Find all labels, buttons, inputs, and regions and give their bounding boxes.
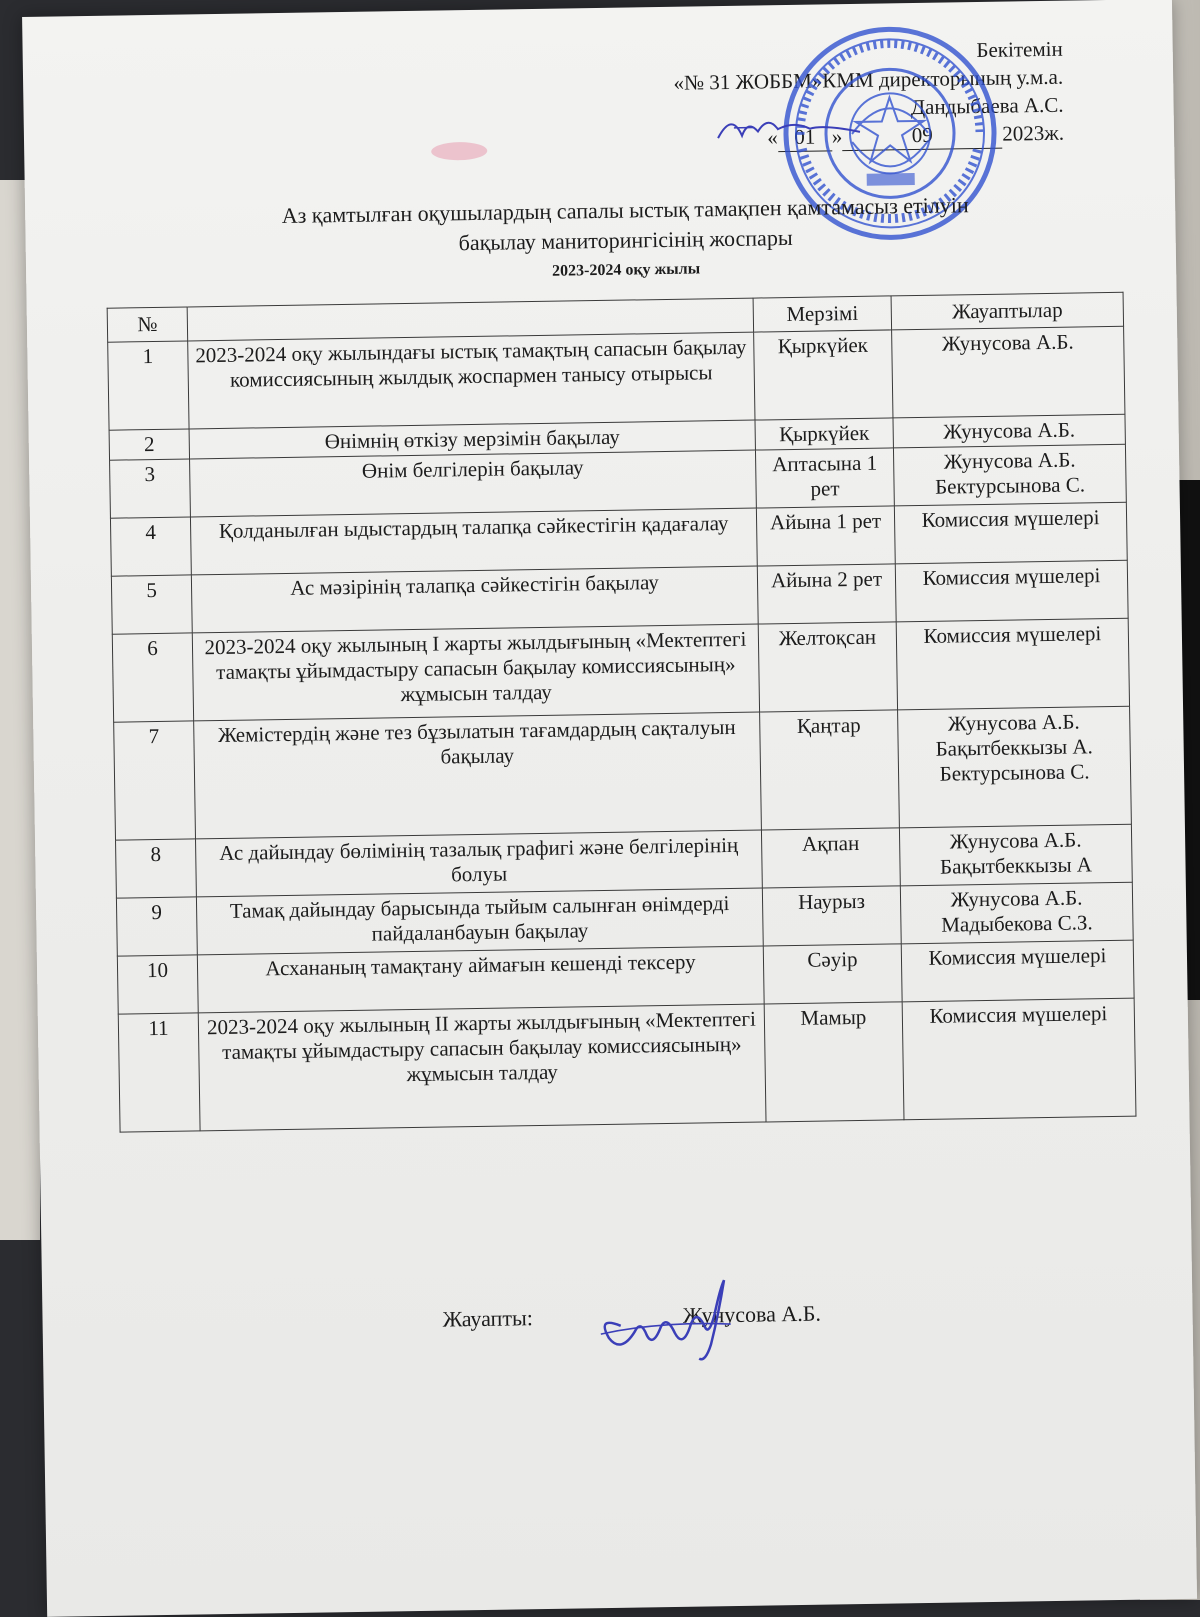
document-title <box>175 189 1076 263</box>
row-responsible: Комиссия мүшелері <box>896 618 1129 710</box>
row-activity: Өнім белгілерін бақылау <box>190 450 757 517</box>
row-responsible: Комиссия мүшелері <box>901 940 1134 1002</box>
title-line-1: Аз қамтылған оқушылардың сапалы ыстық тамақпен қамтамасыз етілуін <box>281 192 969 228</box>
date-close-quote: » <box>831 124 843 149</box>
row-number: 9 <box>116 897 197 956</box>
approval-line-3: Дандыбаева А.С. <box>910 92 1064 120</box>
row-responsible: Жунусова А.Б. Бақытбеккызы А <box>899 824 1132 886</box>
row-responsible: Жунусова А.Б. <box>892 326 1125 418</box>
row-responsible: Комиссия мүшелері <box>902 998 1136 1120</box>
row-term: Наурыз <box>762 886 901 946</box>
row-term: Айына 2 рет <box>757 564 896 624</box>
row-term: Желтоқсан <box>758 622 897 712</box>
row-responsible: Комиссия мүшелері <box>895 560 1128 622</box>
table-row <box>114 706 1132 840</box>
table-row <box>112 618 1129 722</box>
row-term: Айына 1 рет <box>756 506 895 566</box>
date-open-quote: « <box>767 125 778 150</box>
row-number: 4 <box>110 517 191 576</box>
document-page <box>22 0 1197 1617</box>
row-number: 3 <box>110 459 191 518</box>
row-term: Сәуір <box>763 944 902 1004</box>
row-number: 6 <box>112 633 193 722</box>
row-term: Мамыр <box>764 1002 904 1122</box>
row-activity: Қолданылған ыдыстардың талапқа сәйкестігін қадағалау <box>190 508 757 575</box>
table-row <box>118 998 1136 1132</box>
title-line-2: бақылау маниторингісінің жоспары <box>458 224 793 256</box>
director-signature-icon <box>714 106 865 148</box>
row-responsible: Жунусова А.Б. Мадыбекова С.З. <box>900 882 1133 944</box>
row-responsible: Жунусова А.Б. Бақытбеккызы А. Бектурсынова С. <box>898 706 1132 828</box>
row-activity: Жемістердің және тез бұзылатын тағамдардың сақталуын бақылау <box>194 712 762 839</box>
row-term: Қыркүйек <box>754 330 893 420</box>
row-activity: Ас мәзірінің талапқа сәйкестігін бақылау <box>191 566 758 633</box>
header-number: № <box>107 307 188 342</box>
header-term: Мерзімі <box>753 296 892 332</box>
date-month: 09 <box>842 120 1002 152</box>
row-term: Аптасына 1 рет <box>755 448 894 508</box>
row-number: 5 <box>111 575 192 634</box>
approval-line-2: «№ 31 ЖОББМ»КММ директорының у.м.а. <box>673 64 1064 95</box>
row-activity: Өнімнің өткізу мерзімін бақылау <box>189 420 755 459</box>
row-term: Ақпан <box>761 828 900 888</box>
row-responsible: Жунусова А.Б. <box>893 414 1125 448</box>
row-number: 2 <box>109 429 189 460</box>
row-activity: Асхананың тамақтану аймағын кешенді тексеру <box>197 946 764 1013</box>
row-responsible: Комиссия мүшелері <box>894 502 1127 564</box>
row-activity: Ас дайындау бөлімінің тазалық графигі және белгілерінің болуы <box>196 830 763 897</box>
handwritten-signature-icon <box>590 1274 741 1366</box>
row-activity: 2023-2024 оқу жылындағы ыстық тамақтың сапасын бақылау комиссиясының жылдық жоспармен танысу отырысы <box>188 332 755 429</box>
row-activity: 2023-2024 оқу жылының ІІ жарты жылдығының «Мектептегі тамақты ұйымдастыру сапасын бақылау комиссиясының» жұмысын талдау <box>198 1004 766 1131</box>
row-term: Қаңтар <box>760 710 900 830</box>
academic-year: 2023-2024 оқу жылы <box>551 260 701 280</box>
row-number: 11 <box>118 1013 200 1132</box>
footer-name: Жунусова А.Б. <box>682 1300 822 1328</box>
footer-label: Жауапты: <box>442 1305 534 1332</box>
date-year: 2023ж. <box>1002 120 1065 146</box>
responsible-footer <box>442 1297 1042 1332</box>
header-responsible: Жауаптылар <box>891 292 1124 330</box>
row-number: 7 <box>114 721 196 840</box>
row-activity: 2023-2024 оқу жылының І жарты жылдығының «Мектептегі тамақты ұйымдастыру сапасын бақылау комиссиясының» жұмысын талдау <box>192 624 759 721</box>
row-number: 8 <box>116 839 197 898</box>
date-day: 01 <box>778 122 832 152</box>
plan-table <box>107 292 1137 1133</box>
row-number: 10 <box>117 955 198 1014</box>
row-activity: Тамақ дайындау барысында тыйым салынған өнімдерді пайдаланбауын бақылау <box>196 888 763 955</box>
approval-line-1: Бекітемін <box>976 36 1063 63</box>
table-row <box>108 326 1125 430</box>
row-responsible: Жунусова А.Б. Бектурсынова С. <box>893 444 1126 506</box>
row-number: 1 <box>108 341 189 430</box>
row-term: Қыркүйек <box>755 418 893 450</box>
ink-smudge-icon <box>424 136 494 167</box>
